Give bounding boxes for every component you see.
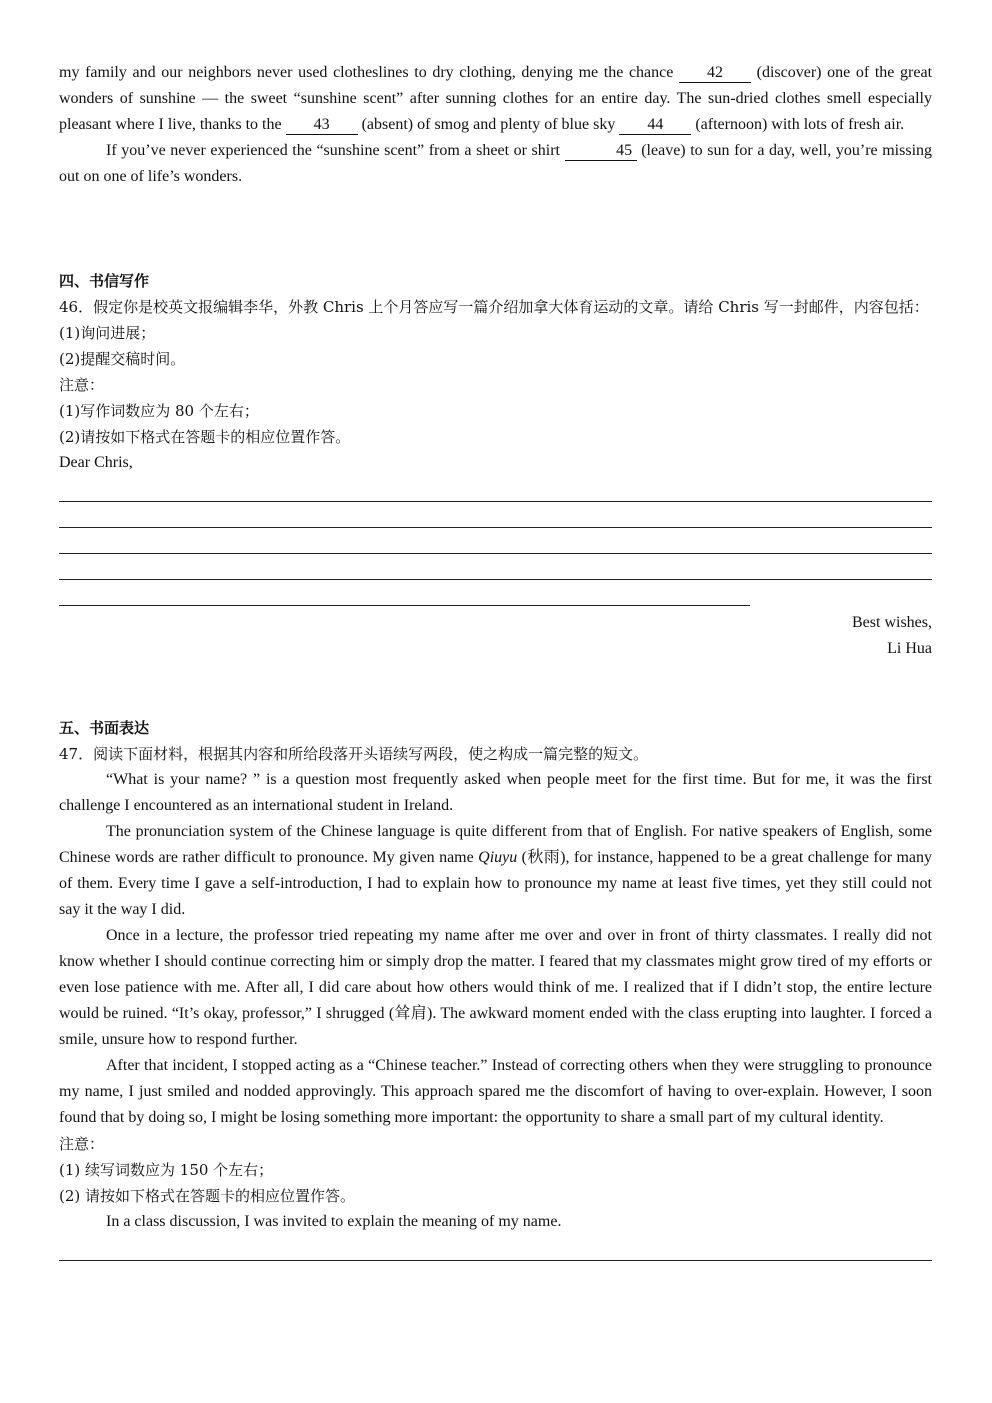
cloze-text: my family and our neighbors never used clotheslines to dry clothing, denying me the chance	[59, 64, 674, 81]
note-2: (2)请按如下格式在答题卡的相应位置作答。	[59, 428, 351, 446]
cloze-text: (afternoon) with lots of fresh air.	[695, 116, 905, 133]
question-46: 46．假定你是校英文报编辑李华，外教 Chris 上个月答应写一篇介绍加拿大体育运动的文章。请给 Chris 写一封邮件，内容包括：	[59, 298, 929, 316]
cloze-text: (discover) one of the great wonders of sunshine — the sweet “sunshine scent” after sunning clothes for an entire day. The sun-dried clothes smell especially pleasant where I live, thanks to the	[59, 64, 933, 133]
note-label: 注意：	[59, 376, 105, 394]
answer-line[interactable]	[59, 580, 750, 606]
cloze-paragraph-2	[59, 138, 932, 190]
answer-line[interactable]	[59, 502, 932, 528]
blank-44: 44	[619, 116, 691, 135]
note-1: (1) 续写词数应为 150 个左右；	[59, 1161, 274, 1179]
section-5-title: 五、书面表达	[59, 719, 150, 737]
story-paragraph-4: After that incident, I stopped acting as a “Chinese teacher.” Instead of correcting others when they were struggling to pronounce my name, I just smiled and nodded approvingly. This approach spared me the discomfort of having to over-explain. However, I soon found that by doing so, I might be losing something more important: the opportunity to share a small part of my cultural identity.	[59, 1057, 932, 1126]
salutation: Dear Chris,	[59, 454, 133, 471]
requirement-1: (1)询问进展；	[59, 324, 156, 342]
note-1: (1)写作词数应为 80 个左右；	[59, 402, 259, 420]
cloze-paragraph-1	[59, 60, 932, 138]
note-label: 注意：	[59, 1135, 105, 1153]
cloze-text: (absent) of smog and plenty of blue sky	[361, 116, 616, 133]
blank-45: 45	[565, 142, 637, 161]
cloze-text: (leave) to sun for a day, well, you’re missing out on one of life’s wonders.	[59, 142, 933, 185]
story-paragraph-2	[59, 819, 932, 923]
answer-line[interactable]	[59, 476, 932, 502]
requirement-2: (2)提醒交稿时间。	[59, 350, 186, 368]
blank-43: 43	[286, 116, 358, 135]
continuation-starter: In a class discussion, I was invited to explain the meaning of my name.	[106, 1213, 562, 1230]
story-paragraph-1: “What is your name? ” is a question most frequently asked when people meet for the first time. But for me, it was the first challenge I encountered as an international student in Ireland.	[59, 771, 932, 814]
section-4-title: 四、书信写作	[59, 272, 150, 290]
story-text: The pronunciation system of the Chinese language is quite different from that of English. For native speakers of English, some Chinese words are rather difficult to pronounce. My given name	[59, 823, 932, 866]
note-2: (2) 请按如下格式在答题卡的相应位置作答。	[59, 1187, 356, 1205]
question-47: 47．阅读下面材料，根据其内容和所给段落开头语续写两段，使之构成一篇完整的短文。	[59, 745, 649, 763]
answer-line[interactable]	[59, 1235, 932, 1261]
closing: Best wishes,	[852, 614, 932, 631]
story-text: (秋雨), for instance, happened to be a great challenge for many of them. Every time I gave a self-introduction, I had to explain how to pronounce my name at least five times, yet they still could not say it the way I did.	[59, 849, 933, 918]
answer-line[interactable]	[59, 528, 932, 554]
answer-lines-letter	[59, 476, 932, 606]
story-paragraph-3: Once in a lecture, the professor tried repeating my name after me over and over in front of thirty classmates. I really did not know whether I should continue correcting him or simply drop the matter. I feared that my classmates might grow tired of my efforts or even lose patience with me. After all, I did care about how others would think of me. I realized that if I didn’t stop, the entire lecture would be ruined. “It’s okay, professor,” I shrugged (耸肩). The awkward moment ended with the class erupting into laughter. I forced a smile, unsure how to respond further.	[59, 927, 932, 1048]
exam-page	[59, 60, 932, 1261]
signature: Li Hua	[887, 640, 932, 657]
given-name: Qiuyu	[478, 849, 518, 866]
cloze-text: If you’ve never experienced the “sunshine scent” from a sheet or shirt	[106, 142, 560, 159]
blank-42: 42	[679, 64, 751, 83]
answer-line[interactable]	[59, 554, 932, 580]
